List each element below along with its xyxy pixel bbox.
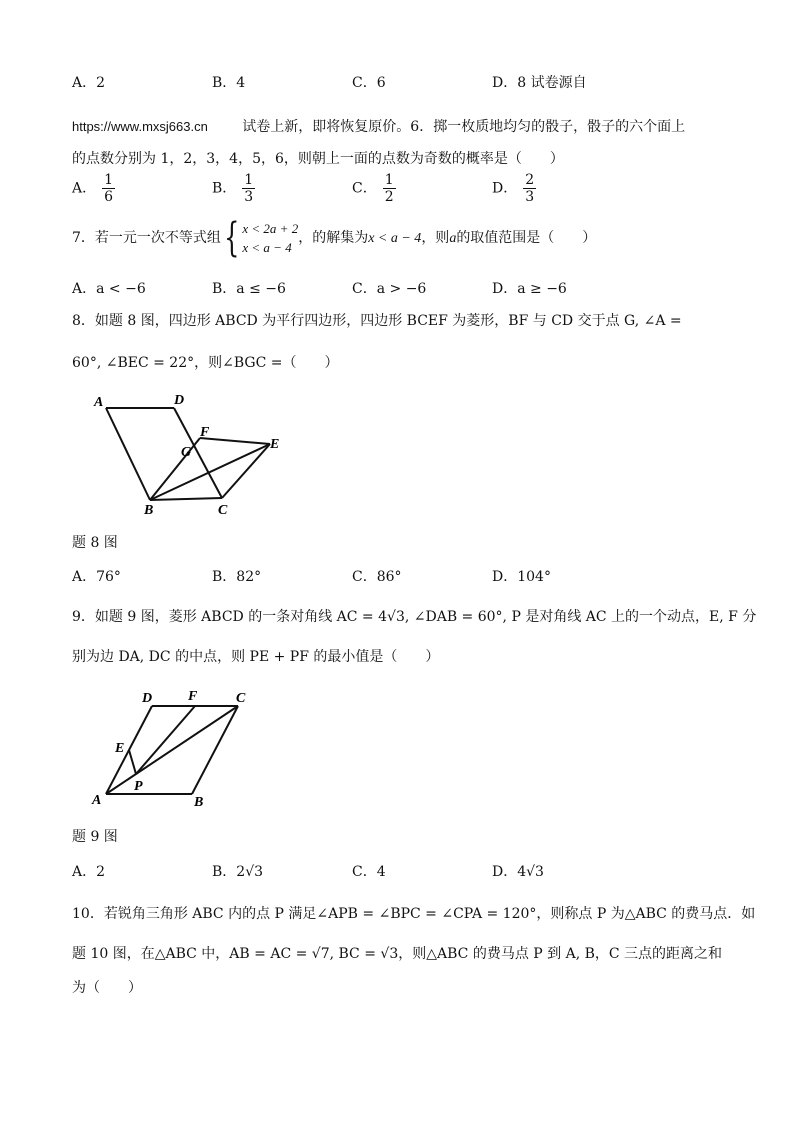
q7-solution: x < a − 4	[368, 231, 422, 246]
q8-option-b: B．82°	[212, 569, 262, 585]
q9-option-c: C．4	[352, 864, 386, 880]
q6-option-c	[352, 172, 396, 205]
q8-caption: 题 8 图	[72, 535, 118, 551]
q6-text: 试卷上新，即将恢复原价。6．掷一枚质地均匀的骰子，骰子的六个面上	[242, 119, 686, 135]
denominator: 3	[244, 189, 254, 206]
q7-option-b: B．a ≤ −6	[212, 281, 286, 297]
segment-CE	[222, 444, 270, 498]
q6-option-c-fraction	[383, 172, 396, 205]
q7-option-a: A．a < −6	[72, 281, 146, 297]
q7-inequality-2: x < a − 4	[242, 240, 292, 255]
segment-BF	[150, 438, 200, 500]
q7-mid: ，的解集为	[298, 230, 369, 246]
segment-EP	[129, 750, 136, 774]
q6-option-b-label: B．	[212, 180, 237, 197]
label-G: G	[181, 445, 192, 460]
segment-BE	[150, 444, 270, 500]
q7-prefix: 7．若一元一次不等式组	[72, 230, 221, 246]
q5-option-a: A．2	[72, 75, 106, 91]
label-C: C	[236, 691, 246, 706]
q7-inequality-1: x < 2a + 2	[242, 220, 299, 236]
segment-BC	[150, 498, 222, 500]
q10-stem-line1: 10．若锐角三角形 ABC 内的点 P 满足∠APB = ∠BPC = ∠CPA = 120°，则称点 P 为△ABC 的费马点．如	[72, 906, 756, 922]
denominator: 2	[384, 189, 394, 206]
q10-stem-line3: 为（ ）	[72, 980, 142, 996]
label-B: B	[144, 503, 154, 518]
q8-option-d: D．104°	[492, 569, 551, 585]
q9-option-a: A．2	[72, 864, 106, 880]
q6-option-a-label: A．	[72, 180, 97, 197]
q9-figure	[88, 682, 258, 810]
denominator: 6	[104, 189, 114, 206]
q8-figure	[92, 388, 292, 520]
q8-option-a: A．76°	[72, 569, 121, 585]
q7-option-d: D．a ≥ −6	[492, 281, 567, 297]
brace-icon: {	[224, 215, 240, 261]
q5-option-c: C．6	[352, 75, 386, 91]
q6-option-a-fraction	[102, 172, 115, 205]
q9-stem-line2: 别为边 DA, DC 的中点，则 PE + PF 的最小值是（ ）	[72, 649, 440, 665]
q6-option-a	[72, 172, 115, 205]
segment-FE	[200, 438, 270, 444]
q10-stem-line2: 题 10 图，在△ABC 中，AB = AC = √7, BC = √3，则△ABC 的费马点 P 到 A, B，C 三点的距离之和	[72, 946, 723, 962]
q7-suffix: 的取值范围是（ ）	[456, 230, 597, 246]
label-F: F	[200, 425, 210, 440]
numerator: 2	[525, 172, 535, 188]
label-P: P	[134, 779, 143, 794]
label-C: C	[218, 503, 228, 518]
q6-option-b-fraction	[242, 172, 255, 205]
q6-option-d-label: D．	[492, 180, 518, 197]
denominator: 3	[525, 189, 535, 206]
q8-option-c: C．86°	[352, 569, 402, 585]
numerator: 1	[384, 172, 394, 188]
q9-option-b: B．2√3	[212, 864, 264, 880]
label-D: D	[142, 691, 153, 706]
q9-caption: 题 9 图	[72, 829, 118, 845]
q6-option-c-label: C．	[352, 180, 377, 197]
q6-option-b	[212, 172, 255, 205]
label-A: A	[94, 395, 104, 410]
q7-option-c: C．a > −6	[352, 281, 427, 297]
q5-option-d: D．8 试卷源自	[492, 75, 587, 91]
q6-option-d-fraction	[523, 172, 536, 205]
source-url[interactable]: https://www.mxsj663.cn	[72, 119, 208, 134]
q9-stem-line1: 9．如题 9 图，菱形 ABCD 的一条对角线 AC = 4√3, ∠DAB = 60°, P 是对角线 AC 上的一个动点，E, F 分	[72, 609, 757, 625]
label-E: E	[115, 741, 125, 756]
q7-mid2: ，则	[421, 230, 450, 246]
label-D: D	[174, 393, 185, 408]
segment-AC	[106, 706, 238, 794]
numerator: 1	[104, 172, 114, 188]
label-B: B	[194, 795, 204, 810]
q6-option-d	[492, 172, 536, 205]
q5-option-b: B．4	[212, 75, 246, 91]
label-F: F	[188, 689, 198, 704]
q8-stem-line1: 8．如题 8 图，四边形 ABCD 为平行四边形，四边形 BCEF 为菱形，BF 与 CD 交于点 G, ∠A =	[72, 313, 682, 329]
q8-stem-line2: 60°, ∠BEC = 22°，则∠BGC =（ ）	[72, 355, 339, 371]
numerator: 1	[244, 172, 254, 188]
source-line	[72, 116, 685, 136]
q7-stem	[72, 215, 597, 261]
label-A: A	[92, 793, 102, 808]
label-E: E	[270, 437, 280, 452]
q7-system	[242, 219, 298, 258]
q6-text-line2: 的点数分别为 1，2，3，4，5，6，则朝上一面的点数为奇数的概率是（ ）	[72, 151, 564, 167]
q7-variable: a	[449, 231, 457, 246]
q9-option-d: D．4√3	[492, 864, 544, 880]
segment-BC	[192, 706, 238, 794]
segment-AB	[106, 408, 150, 500]
